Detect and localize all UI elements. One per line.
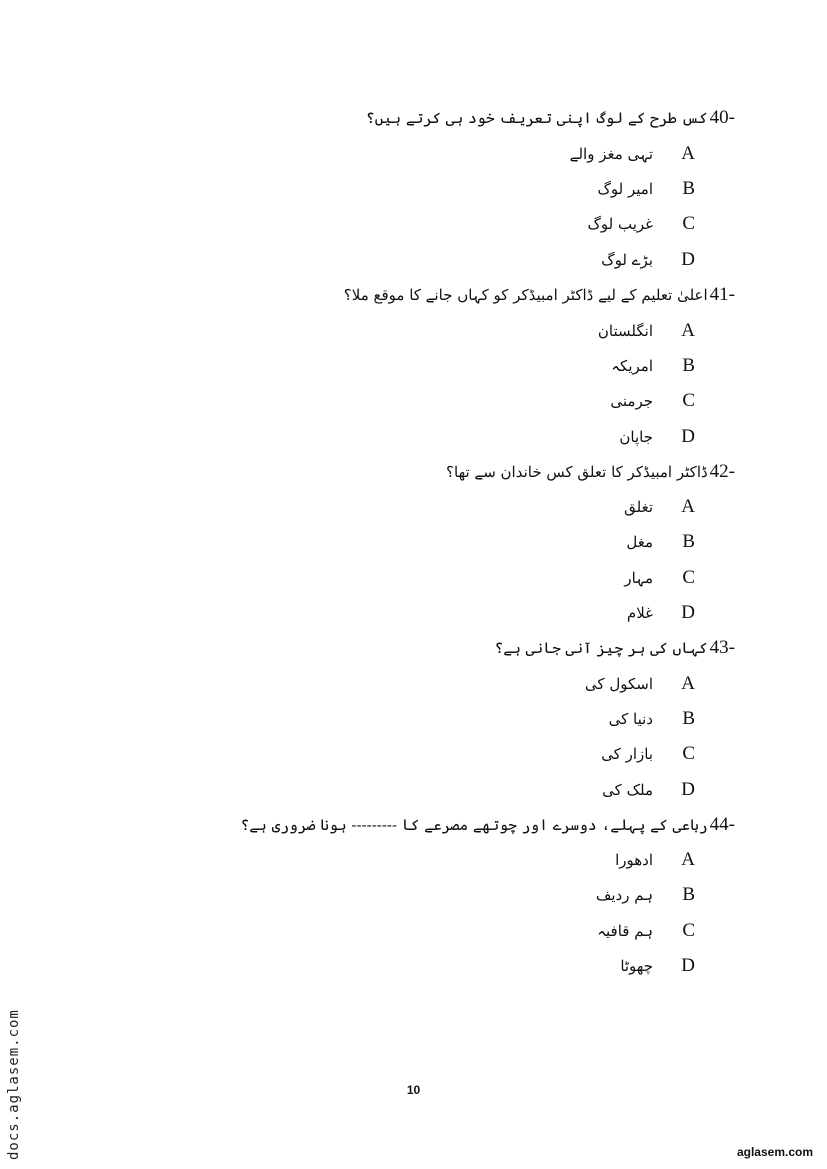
option-letter: B — [682, 708, 695, 729]
option-letter: D — [681, 426, 695, 447]
option-41-c — [610, 390, 695, 412]
option-text: انگلستان — [597, 322, 653, 340]
option-letter: C — [682, 920, 695, 941]
question-44 — [240, 814, 735, 836]
option-43-d — [602, 779, 695, 801]
option-letter: B — [682, 884, 695, 905]
option-text: ہم قافیہ — [597, 922, 653, 940]
option-42-a — [624, 496, 695, 518]
question-text: رباعی کے پہلے، دوسرے اور چوتھے مصرعے کا --------- ہونا ضروری ہے؟ — [240, 816, 708, 834]
question-text: اعلیٰ تعلیم کے لیے ڈاکٹر امبیڈکر کو کہاں جانے کا موقع ملا؟ — [343, 286, 708, 304]
option-letter: D — [681, 602, 695, 623]
option-letter: A — [681, 673, 695, 694]
option-41-b — [611, 355, 695, 377]
option-letter: D — [681, 249, 695, 270]
question-text: ڈاکٹر امبیڈکر کا تعلق کس خاندان سے تھا؟ — [446, 463, 708, 481]
option-text: مغل — [626, 533, 653, 551]
option-41-a — [598, 320, 695, 342]
option-letter: C — [682, 567, 695, 588]
option-letter: D — [681, 955, 695, 976]
option-letter: B — [682, 531, 695, 552]
question-42 — [446, 461, 735, 483]
option-44-c — [597, 920, 695, 942]
option-letter: C — [682, 213, 695, 234]
option-letter: C — [682, 390, 695, 411]
option-text: چھوٹا — [620, 957, 653, 975]
option-letter: B — [682, 355, 695, 376]
option-text: بڑے لوگ — [601, 251, 653, 269]
question-number: 41- — [709, 284, 735, 305]
option-text: امریکہ — [611, 357, 653, 375]
option-letter: A — [681, 143, 695, 164]
option-42-d — [627, 602, 695, 624]
option-42-c — [624, 567, 695, 589]
option-text: دنیا کی — [608, 710, 653, 728]
option-text: مہار — [624, 569, 653, 587]
option-text: ادھورا — [615, 851, 653, 869]
option-letter: C — [682, 743, 695, 764]
question-number: 43- — [709, 637, 735, 658]
option-letter: B — [682, 178, 695, 199]
option-text: ہم ردیف — [595, 886, 653, 904]
question-text: کس طرح کے لوگ اپنی تعریف خود ہی کرتے ہیں؟ — [365, 109, 708, 127]
option-text: اسکول کی — [584, 675, 653, 693]
option-44-a — [615, 849, 695, 871]
option-letter: D — [681, 779, 695, 800]
question-43 — [494, 637, 735, 659]
question-number: 40- — [709, 107, 735, 128]
option-letter: A — [681, 496, 695, 517]
option-40-b — [597, 178, 695, 200]
option-text: جرمنی — [610, 392, 653, 410]
question-number: 42- — [709, 461, 735, 482]
option-42-b — [626, 531, 695, 553]
question-41 — [344, 284, 735, 306]
option-40-a — [570, 143, 695, 165]
option-letter: A — [681, 320, 695, 341]
page-number: 10 — [406, 1083, 421, 1097]
option-text: جاپان — [619, 428, 653, 446]
option-letter: A — [681, 849, 695, 870]
option-43-a — [585, 673, 695, 695]
option-text: ملک کی — [602, 781, 653, 799]
option-40-d — [601, 249, 695, 271]
option-text: تہی مغز والے — [569, 145, 653, 163]
option-text: تغلق — [624, 498, 653, 516]
watermark-side: docs.aglasem.com — [6, 1009, 22, 1160]
option-40-c — [587, 213, 695, 235]
option-44-b — [596, 884, 695, 906]
question-number: 44- — [709, 814, 735, 835]
option-41-d — [619, 426, 695, 448]
option-43-c — [601, 743, 695, 765]
question-40 — [366, 107, 735, 129]
option-text: غریب لوگ — [587, 215, 653, 233]
watermark-corner: aglasem.com — [736, 1145, 813, 1159]
option-text: بازار کی — [601, 745, 653, 763]
option-44-d — [620, 955, 695, 977]
option-text: امیر لوگ — [597, 180, 653, 198]
option-text: غلام — [626, 604, 653, 622]
option-43-b — [609, 708, 695, 730]
question-text: کہاں کی ہر چیز آنی جانی ہے؟ — [494, 639, 708, 657]
